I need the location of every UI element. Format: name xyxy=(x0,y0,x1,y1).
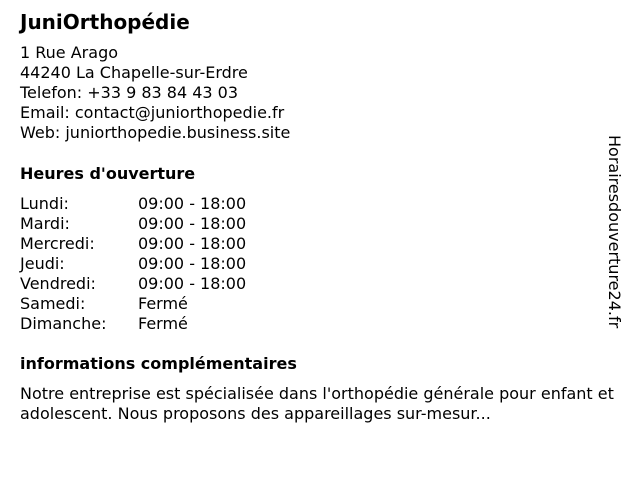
day-hours: 09:00 - 18:00 xyxy=(138,274,247,293)
day-label: Lundi: xyxy=(20,194,69,213)
business-description: Notre entreprise est spécialisée dans l'orthopédie générale pour enfant et adolescent. Nous proposons des appareillages sur-mesur... xyxy=(20,384,614,423)
hours-row-tuesday xyxy=(20,214,300,234)
address-city: 44240 La Chapelle-sur-Erdre xyxy=(20,63,248,82)
opening-hours-heading: Heures d'ouverture xyxy=(20,164,196,183)
day-hours: 09:00 - 18:00 xyxy=(138,214,247,233)
day-hours: 09:00 - 18:00 xyxy=(138,254,247,273)
hours-row-sunday xyxy=(20,314,300,334)
day-hours: 09:00 - 18:00 xyxy=(138,234,247,253)
day-hours: Fermé xyxy=(138,314,188,333)
day-label: Mardi: xyxy=(20,214,70,233)
website: Web: juniorthopedie.business.site xyxy=(20,123,291,142)
hours-row-friday xyxy=(20,274,300,294)
email-address: Email: contact@juniorthopedie.fr xyxy=(20,103,285,122)
day-hours: 09:00 - 18:00 xyxy=(138,194,247,213)
hours-row-monday xyxy=(20,194,300,214)
day-hours: Fermé xyxy=(138,294,188,313)
day-label: Jeudi: xyxy=(20,254,65,273)
additional-info-heading: informations complémentaires xyxy=(20,354,297,373)
business-name: JuniOrthopédie xyxy=(20,10,190,34)
site-watermark: Horairesdouverture24.fr xyxy=(605,135,624,329)
hours-row-wednesday xyxy=(20,234,300,254)
day-label: Dimanche: xyxy=(20,314,107,333)
day-label: Vendredi: xyxy=(20,274,96,293)
phone-number: Telefon: +33 9 83 84 43 03 xyxy=(20,83,239,102)
hours-row-thursday xyxy=(20,254,300,274)
contact-block xyxy=(20,43,290,143)
opening-hours-table xyxy=(20,194,300,334)
day-label: Samedi: xyxy=(20,294,86,313)
address-street: 1 Rue Arago xyxy=(20,43,119,62)
hours-row-saturday xyxy=(20,294,300,314)
day-label: Mercredi: xyxy=(20,234,95,253)
